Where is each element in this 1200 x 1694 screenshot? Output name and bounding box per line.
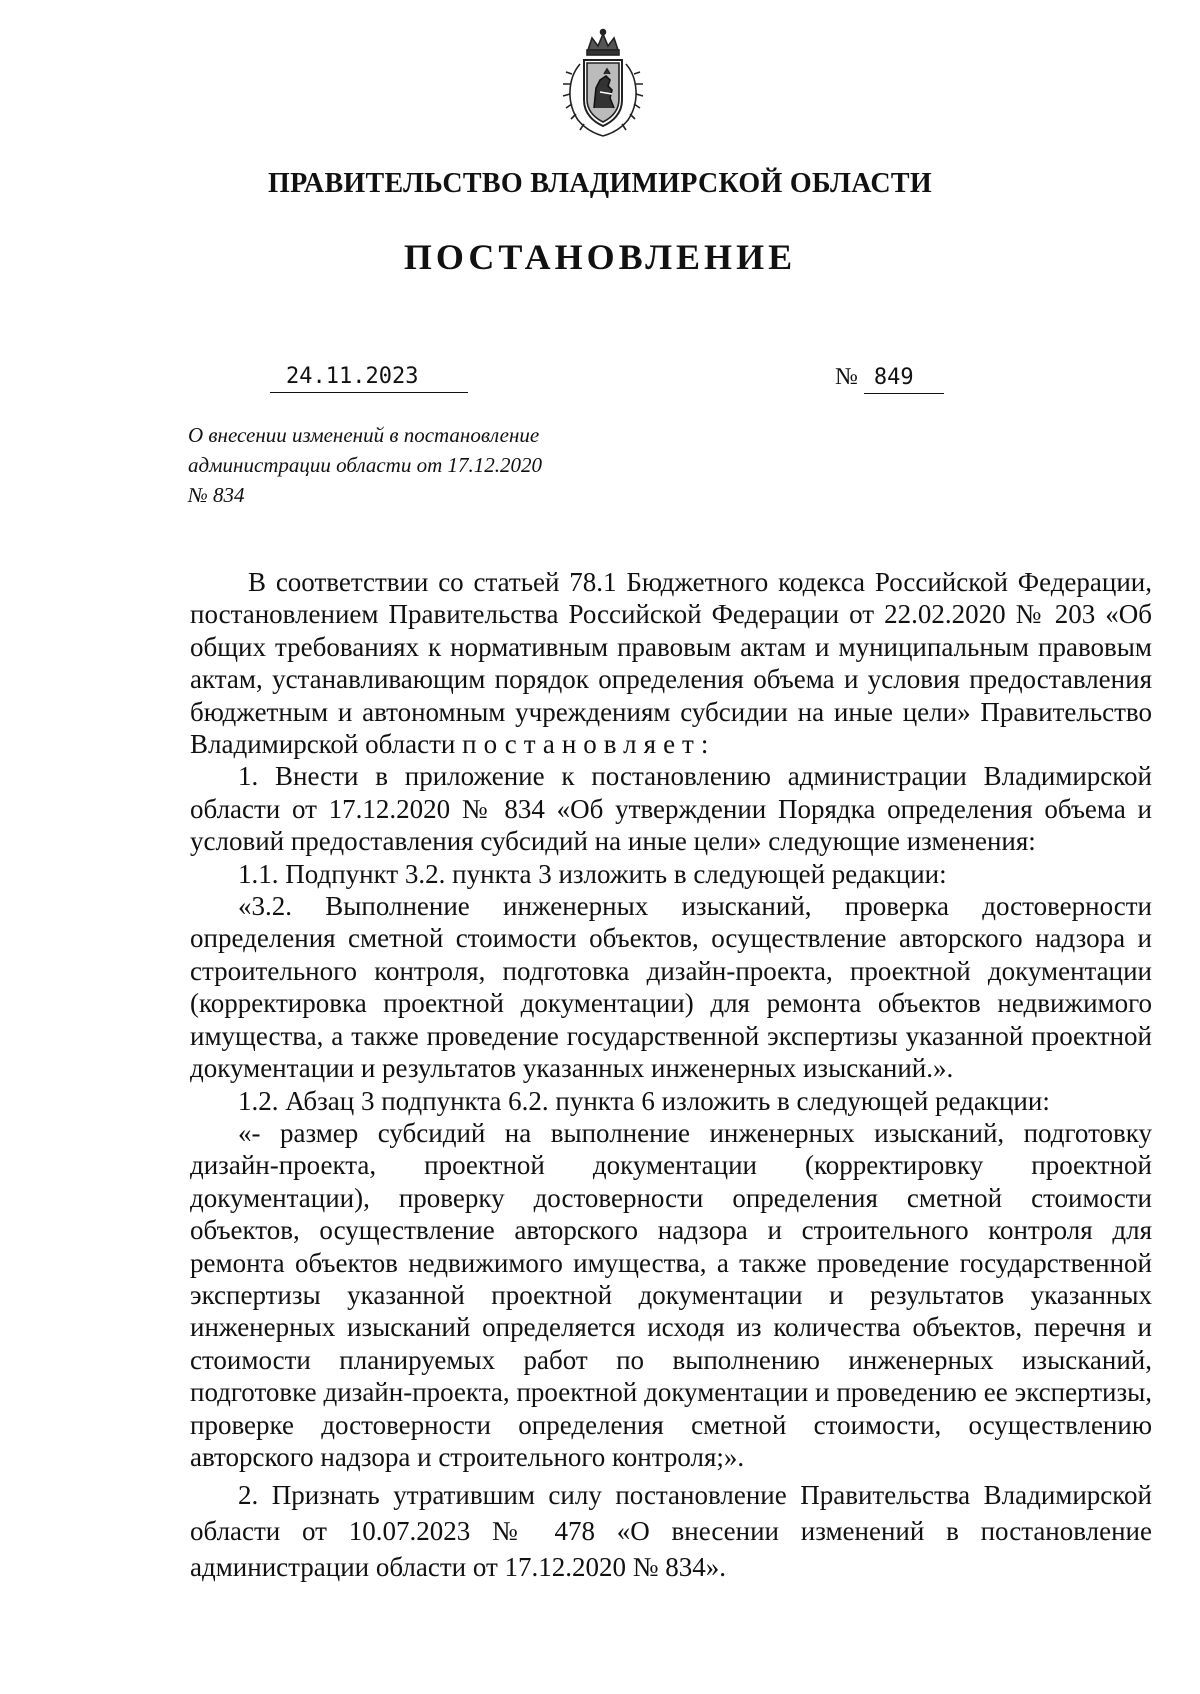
subject-line: О внесении изменений в постановление [188, 423, 540, 447]
item-1-1: 1.1. Подпункт 3.2. пункта 3 изложить в следующей редакции: [238, 858, 947, 889]
preamble-text: В соответствии со статьей 78.1 Бюджетного кодекса Российской Федерации, постановлением Правительства Российской Федерации от 22.02.2020 № 203 «Об общих требованиях к нормативным правовым актам и муниципальным правовым актам, устанавливающим порядок определения объема и условия предоставления бюджетным и автономным учреждениям субсидии на иные цели» Правительство Владимирской области [190, 567, 1152, 760]
document-number: 849 [864, 363, 944, 394]
document-date: 24.11.2023 [270, 362, 468, 393]
item-2: 2. Признать утратившим силу постановление Правительства Владимирской области от 10.07.2023 № 478 «О внесении изменений в постановление администрации области от 17.12.2020 № 834». [190, 1480, 1152, 1583]
item-1: 1. Внести в приложение к постановлению администрации Владимирской области от 17.12.2020 № 834 «Об утверждении Порядка определения объема и условий предоставления субсидий на иные цели» следующие изменения: [190, 761, 1152, 857]
government-name: ПРАВИТЕЛЬСТВО ВЛАДИМИРСКОЙ ОБЛАСТИ [268, 168, 932, 199]
coat-of-arms-icon [560, 28, 646, 138]
number-sign: № [835, 364, 858, 390]
decree-word: постановляет: [462, 729, 716, 760]
subject-line: № 834 [188, 483, 245, 507]
document-subject [188, 420, 618, 510]
preamble-paragraph [190, 566, 1152, 760]
item-1-2: 1.2. Абзац 3 подпункта 6.2. пункта 6 изложить в следующей редакции: [238, 1085, 1050, 1116]
item-1-1-text: «3.2. Выполнение инженерных изысканий, проверка достоверности определения сметной стоимости объектов, осуществление авторского надзора и строительного контроля, подготовка дизайн-проекта, проектной документации (корректировка проектной документации) для ремонта объектов недвижимого имущества, а также проведение государственной экспертизы указанной проектной документации и результатов указанных инженерных изысканий.». [190, 891, 1152, 1084]
document-body [190, 566, 1152, 1585]
document-number-block [835, 362, 944, 394]
document-type: ПОСТАНОВЛЕНИЕ [403, 237, 797, 277]
item-1-2-text: «- размер субсидий на выполнение инженерных изысканий, подготовку дизайн-проекта, проектной документации (корректировку проектной документации), проверку достоверности определения сметной стоимости объектов, осуществление авторского надзора и строительного контроля для ремонта объектов недвижимого имущества, а также проведение государственной экспертизы указанной проектной документации и результатов указанных инженерных изысканий определяется исходя из количества объектов, перечня и стоимости планируемых работ по выполнению инженерных изысканий, подготовке дизайн-проекта, проектной документации и проведению ее экспертизы, проверке достоверности определения сметной стоимости, осуществлению авторского надзора и строительного контроля;». [190, 1117, 1152, 1472]
subject-line: администрации области от 17.12.2020 [188, 453, 543, 477]
